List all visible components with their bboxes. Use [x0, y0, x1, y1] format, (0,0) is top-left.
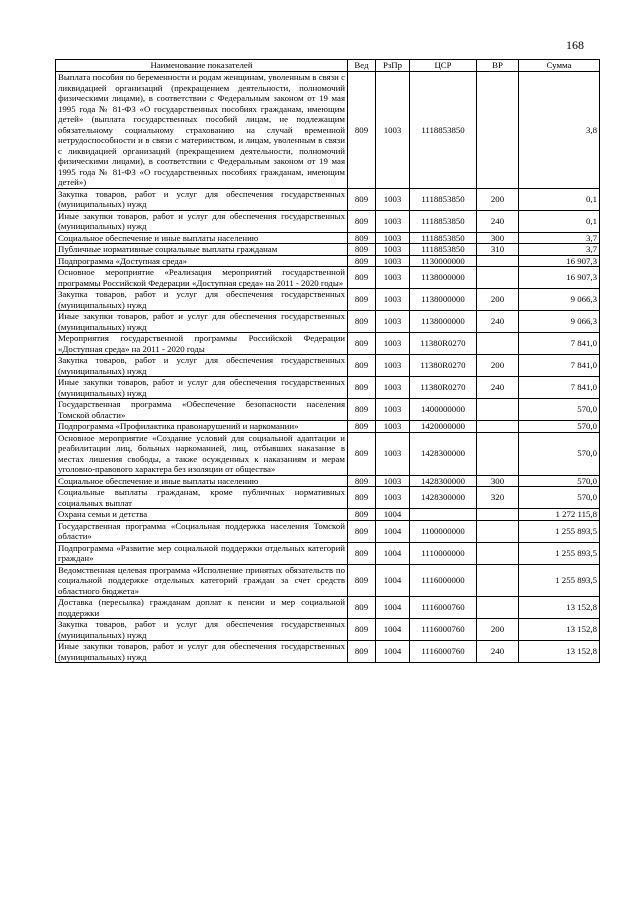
table-row: [56, 244, 600, 256]
table-row: [56, 311, 600, 333]
cell-rzpr: 1003: [376, 421, 410, 433]
cell-ved: 809: [348, 641, 376, 663]
cell-vr: [477, 421, 519, 433]
table-row: [56, 564, 600, 597]
cell-sum: 570,0: [519, 432, 600, 475]
cell-rzpr: 1003: [376, 244, 410, 256]
cell-csr: 1118853850: [410, 232, 477, 244]
cell-sum: 9 066,3: [519, 289, 600, 311]
cell-sum: 9 066,3: [519, 311, 600, 333]
cell-name: Подпрограмма «Развитие мер социальной поддержки отдельных категорий граждан»: [56, 542, 348, 564]
table-row: [56, 188, 600, 210]
cell-ved: 809: [348, 475, 376, 487]
cell-vr: 200: [477, 355, 519, 377]
cell-sum: 0,1: [519, 188, 600, 210]
cell-rzpr: 1003: [376, 289, 410, 311]
header-sum: Сумма: [519, 60, 600, 72]
cell-name: Государственная программа «Обеспечение безопасности населения Томской области»: [56, 399, 348, 421]
cell-vr: [477, 333, 519, 355]
cell-rzpr: 1003: [376, 432, 410, 475]
cell-csr: 1138000000: [410, 311, 477, 333]
table-row: [56, 421, 600, 433]
cell-ved: 809: [348, 520, 376, 542]
table-row: [56, 333, 600, 355]
cell-ved: 809: [348, 289, 376, 311]
cell-csr: 1118853850: [410, 244, 477, 256]
table-row: [56, 475, 600, 487]
cell-vr: 200: [477, 619, 519, 641]
cell-rzpr: 1003: [376, 232, 410, 244]
cell-ved: 809: [348, 311, 376, 333]
cell-rzpr: 1003: [376, 333, 410, 355]
cell-rzpr: 1003: [376, 399, 410, 421]
cell-name: Мероприятия государственной программы Российской Федерации «Доступная среда» на 2011 - 2020 годы: [56, 333, 348, 355]
cell-csr: 11380R0270: [410, 355, 477, 377]
table-row: [56, 267, 600, 289]
cell-name: Социальные выплаты гражданам, кроме публичных нормативных социальных выплат: [56, 487, 348, 509]
header-name: Наименование показателей: [56, 60, 348, 72]
cell-vr: [477, 432, 519, 475]
header-csr: ЦСР: [410, 60, 477, 72]
cell-csr: 1138000000: [410, 267, 477, 289]
cell-csr: 1118853850: [410, 210, 477, 232]
cell-csr: 11380R0270: [410, 377, 477, 399]
cell-csr: 1130000000: [410, 255, 477, 267]
cell-rzpr: 1003: [376, 210, 410, 232]
cell-name: Иные закупки товаров, работ и услуг для обеспечения государственных (муниципальных) нужд: [56, 377, 348, 399]
cell-ved: 809: [348, 487, 376, 509]
cell-name: Ведомственная целевая программа «Исполнение принятых обязательств по социальной поддержке отдельных категорий граждан за счет средств областного бюджета»: [56, 564, 348, 597]
cell-rzpr: 1004: [376, 564, 410, 597]
cell-ved: 809: [348, 72, 376, 189]
cell-vr: 240: [477, 210, 519, 232]
cell-sum: 1 255 893,5: [519, 564, 600, 597]
cell-name: Иные закупки товаров, работ и услуг для обеспечения государственных (муниципальных) нужд: [56, 210, 348, 232]
cell-csr: 1428300000: [410, 432, 477, 475]
header-vr: ВР: [477, 60, 519, 72]
cell-rzpr: 1004: [376, 520, 410, 542]
cell-rzpr: 1003: [376, 188, 410, 210]
cell-csr: 1428300000: [410, 487, 477, 509]
cell-ved: 809: [348, 210, 376, 232]
cell-vr: [477, 542, 519, 564]
table-row: [56, 509, 600, 521]
table-row: [56, 597, 600, 619]
table-row: [56, 432, 600, 475]
cell-ved: 809: [348, 542, 376, 564]
cell-sum: 570,0: [519, 475, 600, 487]
cell-name: Закупка товаров, работ и услуг для обеспечения государственных (муниципальных) нужд: [56, 188, 348, 210]
cell-name: Иные закупки товаров, работ и услуг для обеспечения государственных (муниципальных) нужд: [56, 641, 348, 663]
cell-vr: 300: [477, 475, 519, 487]
cell-sum: 13 152,8: [519, 641, 600, 663]
cell-csr: 11380R0270: [410, 333, 477, 355]
cell-rzpr: 1003: [376, 72, 410, 189]
cell-vr: [477, 520, 519, 542]
cell-rzpr: 1003: [376, 377, 410, 399]
table-row: [56, 210, 600, 232]
cell-csr: 1116000760: [410, 597, 477, 619]
cell-rzpr: 1004: [376, 597, 410, 619]
cell-rzpr: 1004: [376, 619, 410, 641]
table-row: [56, 619, 600, 641]
cell-rzpr: 1004: [376, 542, 410, 564]
cell-csr: 1118853850: [410, 72, 477, 189]
cell-ved: 809: [348, 244, 376, 256]
cell-vr: [477, 255, 519, 267]
cell-sum: 13 152,8: [519, 619, 600, 641]
cell-sum: 1 255 893,5: [519, 542, 600, 564]
cell-ved: 809: [348, 232, 376, 244]
cell-name: Подпрограмма «Доступная среда»: [56, 255, 348, 267]
cell-sum: 570,0: [519, 399, 600, 421]
cell-ved: 809: [348, 333, 376, 355]
cell-vr: [477, 509, 519, 521]
cell-name: Социальное обеспечение и иные выплаты населению: [56, 232, 348, 244]
cell-sum: 0,1: [519, 210, 600, 232]
cell-ved: 809: [348, 509, 376, 521]
cell-ved: 809: [348, 564, 376, 597]
table-row: [56, 232, 600, 244]
cell-name: Закупка товаров, работ и услуг для обеспечения государственных (муниципальных) нужд: [56, 619, 348, 641]
cell-ved: 809: [348, 399, 376, 421]
table-row: [56, 641, 600, 663]
cell-ved: 809: [348, 421, 376, 433]
cell-csr: 1428300000: [410, 475, 477, 487]
cell-name: Социальное обеспечение и иные выплаты населению: [56, 475, 348, 487]
cell-sum: 16 907,3: [519, 267, 600, 289]
cell-ved: 809: [348, 267, 376, 289]
table-row: [56, 355, 600, 377]
cell-csr: 1116000000: [410, 564, 477, 597]
table-row: [56, 289, 600, 311]
cell-vr: 320: [477, 487, 519, 509]
cell-sum: 16 907,3: [519, 255, 600, 267]
header-ved: Вед: [348, 60, 376, 72]
cell-rzpr: 1003: [376, 355, 410, 377]
cell-rzpr: 1003: [376, 255, 410, 267]
cell-name: Подпрограмма «Профилактика правонарушений и наркомании»: [56, 421, 348, 433]
cell-vr: [477, 597, 519, 619]
cell-rzpr: 1003: [376, 475, 410, 487]
cell-rzpr: 1003: [376, 487, 410, 509]
cell-name: Охрана семьи и детства: [56, 509, 348, 521]
cell-csr: 1400000000: [410, 399, 477, 421]
table-header-row: [56, 60, 600, 72]
table-row: [56, 487, 600, 509]
table-row: [56, 377, 600, 399]
page-number: 168: [566, 38, 584, 52]
cell-csr: 1100000000: [410, 520, 477, 542]
cell-sum: 1 255 893,5: [519, 520, 600, 542]
cell-name: Доставка (пересылка) гражданам доплат к пенсии и мер социальной поддержки: [56, 597, 348, 619]
cell-sum: 13 152,8: [519, 597, 600, 619]
cell-ved: 809: [348, 377, 376, 399]
cell-csr: 1110000000: [410, 542, 477, 564]
cell-vr: [477, 564, 519, 597]
cell-csr: 1118853850: [410, 188, 477, 210]
cell-sum: 570,0: [519, 487, 600, 509]
cell-ved: 809: [348, 619, 376, 641]
cell-vr: 240: [477, 377, 519, 399]
cell-rzpr: 1004: [376, 509, 410, 521]
cell-name: Закупка товаров, работ и услуг для обеспечения государственных (муниципальных) нужд: [56, 289, 348, 311]
cell-vr: 240: [477, 311, 519, 333]
cell-vr: 240: [477, 641, 519, 663]
cell-rzpr: 1003: [376, 311, 410, 333]
cell-vr: 200: [477, 289, 519, 311]
cell-sum: 7 841,0: [519, 333, 600, 355]
table-row: [56, 520, 600, 542]
cell-name: Основное мероприятие «Реализация мероприятий государственной программы Российской Федерации «Доступная среда» на 2011 - 2020 годы»: [56, 267, 348, 289]
table-row: [56, 542, 600, 564]
cell-sum: 1 272 115,8: [519, 509, 600, 521]
cell-sum: 3,7: [519, 232, 600, 244]
cell-name: Закупка товаров, работ и услуг для обеспечения государственных (муниципальных) нужд: [56, 355, 348, 377]
table-row: [56, 72, 600, 189]
cell-ved: 809: [348, 188, 376, 210]
cell-sum: 7 841,0: [519, 377, 600, 399]
cell-sum: 7 841,0: [519, 355, 600, 377]
cell-name: Основное мероприятие «Создание условий для социальной адаптации и реабилитации лиц, больных наркоманией, лиц, отбывших наказание в местах лишения свободы, а также осужденных к наказаниям и мерам уголовно-правового характера без изоляции от общества»: [56, 432, 348, 475]
cell-name: Публичные нормативные социальные выплаты гражданам: [56, 244, 348, 256]
cell-csr: 1116000760: [410, 619, 477, 641]
cell-ved: 809: [348, 355, 376, 377]
cell-name: Выплата пособия по беременности и родам женщинам, уволенным в связи с ликвидацией организаций (прекращением деятельности, полномочий физическими лицами), в соответствии с Федеральным законом от 19 мая 1995 года № 81-ФЗ «О государственных пособиях гражданам, имеющим детей» (выплата государственных пособий лицам, не подлежащим обязательному социальному страхованию на случай временной нетрудоспособности и в связи с материнством, и лицам, уволенным в связи с ликвидацией организаций (прекращением деятельности, полномочий физическими лицами), в соответствии с Федеральным законом от 19 мая 1995 года № 81-ФЗ «О государственных пособиях гражданам, имеющим детей»): [56, 72, 348, 189]
cell-sum: 3,7: [519, 244, 600, 256]
cell-ved: 809: [348, 255, 376, 267]
cell-vr: 310: [477, 244, 519, 256]
table-row: [56, 255, 600, 267]
cell-vr: [477, 267, 519, 289]
table-row: [56, 399, 600, 421]
cell-vr: [477, 399, 519, 421]
cell-sum: 570,0: [519, 421, 600, 433]
cell-csr: [410, 509, 477, 521]
cell-name: Иные закупки товаров, работ и услуг для обеспечения государственных (муниципальных) нужд: [56, 311, 348, 333]
header-rzpr: РзПр: [376, 60, 410, 72]
cell-vr: [477, 72, 519, 189]
cell-csr: 1116000760: [410, 641, 477, 663]
cell-csr: 1138000000: [410, 289, 477, 311]
budget-table: [55, 59, 600, 663]
cell-ved: 809: [348, 432, 376, 475]
cell-rzpr: 1004: [376, 641, 410, 663]
cell-sum: 3,8: [519, 72, 600, 189]
cell-ved: 809: [348, 597, 376, 619]
cell-name: Государственная программа «Социальная поддержка населения Томской области»: [56, 520, 348, 542]
cell-vr: 300: [477, 232, 519, 244]
cell-vr: 200: [477, 188, 519, 210]
cell-rzpr: 1003: [376, 267, 410, 289]
cell-csr: 1420000000: [410, 421, 477, 433]
